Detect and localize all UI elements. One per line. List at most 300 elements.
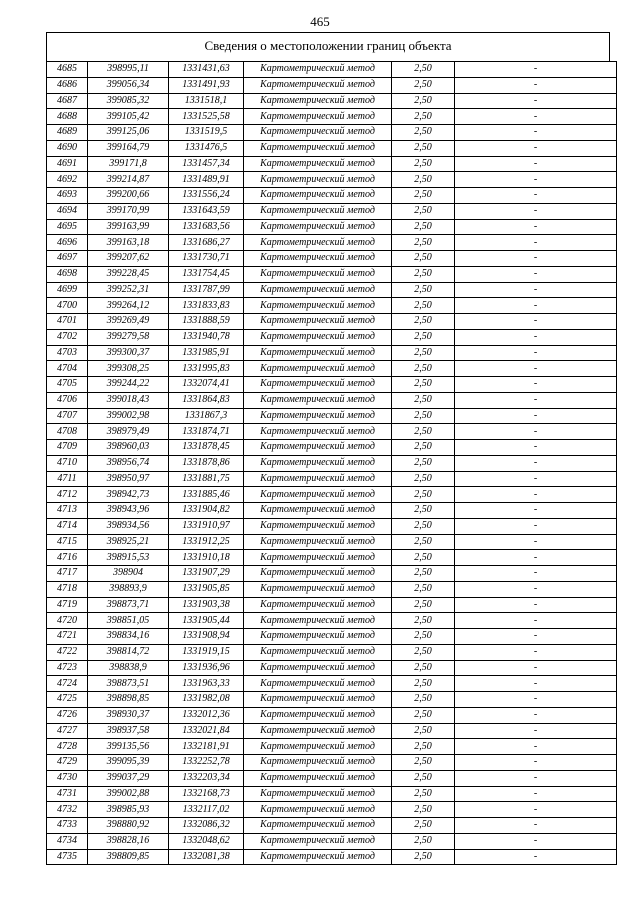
y-coordinate-cell: 1331867,3	[169, 408, 244, 424]
table-row	[47, 786, 617, 802]
accuracy-cell: 2,50	[392, 581, 455, 597]
table-row	[47, 676, 617, 692]
x-coordinate-cell: 398828,16	[88, 833, 169, 849]
point-number-cell: 4723	[47, 660, 88, 676]
y-coordinate-cell: 1332048,62	[169, 833, 244, 849]
x-coordinate-cell: 398893,9	[88, 581, 169, 597]
description-cell: -	[455, 455, 617, 471]
method-cell: Картометрический метод	[244, 770, 392, 786]
x-coordinate-cell: 398834,16	[88, 629, 169, 645]
x-coordinate-cell: 398880,92	[88, 818, 169, 834]
y-coordinate-cell: 1331908,94	[169, 629, 244, 645]
x-coordinate-cell: 399170,99	[88, 203, 169, 219]
y-coordinate-cell: 1332012,36	[169, 707, 244, 723]
description-cell: -	[455, 377, 617, 393]
method-cell: Картометрический метод	[244, 739, 392, 755]
coordinates-table-body	[47, 62, 617, 865]
description-cell: -	[455, 581, 617, 597]
method-cell: Картометрический метод	[244, 786, 392, 802]
accuracy-cell: 2,50	[392, 629, 455, 645]
accuracy-cell: 2,50	[392, 219, 455, 235]
table-row	[47, 329, 617, 345]
y-coordinate-cell: 1331903,38	[169, 597, 244, 613]
point-number-cell: 4720	[47, 613, 88, 629]
accuracy-cell: 2,50	[392, 329, 455, 345]
y-coordinate-cell: 1331519,5	[169, 125, 244, 141]
method-cell: Картометрический метод	[244, 566, 392, 582]
description-cell: -	[455, 140, 617, 156]
table-row	[47, 581, 617, 597]
y-coordinate-cell: 1331888,59	[169, 314, 244, 330]
point-number-cell: 4713	[47, 503, 88, 519]
description-cell: -	[455, 676, 617, 692]
table-row	[47, 629, 617, 645]
method-cell: Картометрический метод	[244, 329, 392, 345]
y-coordinate-cell: 1331919,15	[169, 644, 244, 660]
table-row	[47, 392, 617, 408]
y-coordinate-cell: 1331491,93	[169, 77, 244, 93]
y-coordinate-cell: 1331556,24	[169, 188, 244, 204]
description-cell: -	[455, 235, 617, 251]
x-coordinate-cell: 399264,12	[88, 298, 169, 314]
x-coordinate-cell: 399228,45	[88, 266, 169, 282]
x-coordinate-cell: 399300,37	[88, 345, 169, 361]
description-cell: -	[455, 518, 617, 534]
y-coordinate-cell: 1332086,32	[169, 818, 244, 834]
point-number-cell: 4731	[47, 786, 88, 802]
accuracy-cell: 2,50	[392, 503, 455, 519]
y-coordinate-cell: 1332181,91	[169, 739, 244, 755]
y-coordinate-cell: 1331525,58	[169, 109, 244, 125]
method-cell: Картометрический метод	[244, 219, 392, 235]
x-coordinate-cell: 399002,88	[88, 786, 169, 802]
accuracy-cell: 2,50	[392, 534, 455, 550]
description-cell: -	[455, 786, 617, 802]
point-number-cell: 4685	[47, 62, 88, 78]
method-cell: Картометрический метод	[244, 361, 392, 377]
y-coordinate-cell: 1331963,33	[169, 676, 244, 692]
table-row	[47, 550, 617, 566]
x-coordinate-cell: 398950,97	[88, 471, 169, 487]
x-coordinate-cell: 398904	[88, 566, 169, 582]
x-coordinate-cell: 398943,96	[88, 503, 169, 519]
table-row	[47, 156, 617, 172]
method-cell: Картометрический метод	[244, 298, 392, 314]
method-cell: Картометрический метод	[244, 266, 392, 282]
table-row	[47, 93, 617, 109]
x-coordinate-cell: 398942,73	[88, 487, 169, 503]
point-number-cell: 4688	[47, 109, 88, 125]
accuracy-cell: 2,50	[392, 707, 455, 723]
table-row	[47, 408, 617, 424]
y-coordinate-cell: 1331910,97	[169, 518, 244, 534]
x-coordinate-cell: 398809,85	[88, 849, 169, 865]
y-coordinate-cell: 1331885,46	[169, 487, 244, 503]
point-number-cell: 4727	[47, 723, 88, 739]
method-cell: Картометрический метод	[244, 314, 392, 330]
x-coordinate-cell: 398925,21	[88, 534, 169, 550]
description-cell: -	[455, 833, 617, 849]
description-cell: -	[455, 849, 617, 865]
point-number-cell: 4715	[47, 534, 88, 550]
y-coordinate-cell: 1331905,85	[169, 581, 244, 597]
accuracy-cell: 2,50	[392, 723, 455, 739]
point-number-cell: 4698	[47, 266, 88, 282]
method-cell: Картометрический метод	[244, 503, 392, 519]
accuracy-cell: 2,50	[392, 786, 455, 802]
description-cell: -	[455, 203, 617, 219]
point-number-cell: 4697	[47, 251, 88, 267]
method-cell: Картометрический метод	[244, 156, 392, 172]
point-number-cell: 4714	[47, 518, 88, 534]
x-coordinate-cell: 399244,22	[88, 377, 169, 393]
table-row	[47, 62, 617, 78]
method-cell: Картометрический метод	[244, 550, 392, 566]
method-cell: Картометрический метод	[244, 125, 392, 141]
accuracy-cell: 2,50	[392, 550, 455, 566]
y-coordinate-cell: 1331881,75	[169, 471, 244, 487]
x-coordinate-cell: 398937,58	[88, 723, 169, 739]
method-cell: Картометрический метод	[244, 833, 392, 849]
description-cell: -	[455, 802, 617, 818]
method-cell: Картометрический метод	[244, 581, 392, 597]
accuracy-cell: 2,50	[392, 802, 455, 818]
point-number-cell: 4725	[47, 692, 88, 708]
accuracy-cell: 2,50	[392, 849, 455, 865]
y-coordinate-cell: 1331643,59	[169, 203, 244, 219]
table-row	[47, 802, 617, 818]
method-cell: Картометрический метод	[244, 251, 392, 267]
point-number-cell: 4716	[47, 550, 88, 566]
point-number-cell: 4694	[47, 203, 88, 219]
x-coordinate-cell: 398873,71	[88, 597, 169, 613]
point-number-cell: 4704	[47, 361, 88, 377]
method-cell: Картометрический метод	[244, 424, 392, 440]
point-number-cell: 4696	[47, 235, 88, 251]
table-row	[47, 282, 617, 298]
point-number-cell: 4711	[47, 471, 88, 487]
accuracy-cell: 2,50	[392, 440, 455, 456]
x-coordinate-cell: 399279,58	[88, 329, 169, 345]
accuracy-cell: 2,50	[392, 188, 455, 204]
accuracy-cell: 2,50	[392, 298, 455, 314]
point-number-cell: 4706	[47, 392, 88, 408]
x-coordinate-cell: 399252,31	[88, 282, 169, 298]
y-coordinate-cell: 1331833,83	[169, 298, 244, 314]
table-row	[47, 203, 617, 219]
y-coordinate-cell: 1331936,96	[169, 660, 244, 676]
method-cell: Картометрический метод	[244, 77, 392, 93]
x-coordinate-cell: 399308,25	[88, 361, 169, 377]
method-cell: Картометрический метод	[244, 109, 392, 125]
table-row	[47, 707, 617, 723]
x-coordinate-cell: 399125,06	[88, 125, 169, 141]
x-coordinate-cell: 399018,43	[88, 392, 169, 408]
accuracy-cell: 2,50	[392, 833, 455, 849]
x-coordinate-cell: 399207,62	[88, 251, 169, 267]
point-number-cell: 4693	[47, 188, 88, 204]
y-coordinate-cell: 1331457,34	[169, 156, 244, 172]
point-number-cell: 4708	[47, 424, 88, 440]
accuracy-cell: 2,50	[392, 140, 455, 156]
accuracy-cell: 2,50	[392, 345, 455, 361]
table-row	[47, 770, 617, 786]
table-row	[47, 298, 617, 314]
description-cell: -	[455, 739, 617, 755]
point-number-cell: 4722	[47, 644, 88, 660]
accuracy-cell: 2,50	[392, 597, 455, 613]
accuracy-cell: 2,50	[392, 518, 455, 534]
table-row	[47, 424, 617, 440]
point-number-cell: 4699	[47, 282, 88, 298]
description-cell: -	[455, 424, 617, 440]
table-row	[47, 534, 617, 550]
y-coordinate-cell: 1332252,78	[169, 755, 244, 771]
method-cell: Картометрический метод	[244, 723, 392, 739]
description-cell: -	[455, 329, 617, 345]
y-coordinate-cell: 1331912,25	[169, 534, 244, 550]
y-coordinate-cell: 1331730,71	[169, 251, 244, 267]
table-title: Сведения о местоположении границ объекта	[204, 38, 452, 53]
accuracy-cell: 2,50	[392, 266, 455, 282]
table-row	[47, 77, 617, 93]
x-coordinate-cell: 399105,42	[88, 109, 169, 125]
x-coordinate-cell: 399163,18	[88, 235, 169, 251]
x-coordinate-cell: 398915,53	[88, 550, 169, 566]
page-number: 465	[310, 14, 330, 29]
accuracy-cell: 2,50	[392, 613, 455, 629]
method-cell: Картометрический метод	[244, 534, 392, 550]
x-coordinate-cell: 398873,51	[88, 676, 169, 692]
description-cell: -	[455, 314, 617, 330]
x-coordinate-cell: 399164,79	[88, 140, 169, 156]
y-coordinate-cell: 1332117,02	[169, 802, 244, 818]
table-row	[47, 613, 617, 629]
y-coordinate-cell: 1331489,91	[169, 172, 244, 188]
description-cell: -	[455, 723, 617, 739]
y-coordinate-cell: 1331982,08	[169, 692, 244, 708]
point-number-cell: 4709	[47, 440, 88, 456]
description-cell: -	[455, 62, 617, 78]
table-row	[47, 487, 617, 503]
accuracy-cell: 2,50	[392, 471, 455, 487]
x-coordinate-cell: 398956,74	[88, 455, 169, 471]
table-row	[47, 172, 617, 188]
y-coordinate-cell: 1331940,78	[169, 329, 244, 345]
table-row	[47, 266, 617, 282]
point-number-cell: 4690	[47, 140, 88, 156]
y-coordinate-cell: 1331995,83	[169, 361, 244, 377]
table-row	[47, 597, 617, 613]
method-cell: Картометрический метод	[244, 172, 392, 188]
table-row	[47, 660, 617, 676]
y-coordinate-cell: 1331878,45	[169, 440, 244, 456]
y-coordinate-cell: 1331754,45	[169, 266, 244, 282]
method-cell: Картометрический метод	[244, 660, 392, 676]
description-cell: -	[455, 818, 617, 834]
method-cell: Картометрический метод	[244, 62, 392, 78]
x-coordinate-cell: 399200,66	[88, 188, 169, 204]
method-cell: Картометрический метод	[244, 613, 392, 629]
method-cell: Картометрический метод	[244, 282, 392, 298]
description-cell: -	[455, 282, 617, 298]
table-row	[47, 739, 617, 755]
accuracy-cell: 2,50	[392, 235, 455, 251]
x-coordinate-cell: 398930,37	[88, 707, 169, 723]
method-cell: Картометрический метод	[244, 676, 392, 692]
point-number-cell: 4712	[47, 487, 88, 503]
point-number-cell: 4695	[47, 219, 88, 235]
table-row	[47, 644, 617, 660]
description-cell: -	[455, 707, 617, 723]
accuracy-cell: 2,50	[392, 566, 455, 582]
y-coordinate-cell: 1331686,27	[169, 235, 244, 251]
x-coordinate-cell: 399269,49	[88, 314, 169, 330]
accuracy-cell: 2,50	[392, 77, 455, 93]
point-number-cell: 4733	[47, 818, 88, 834]
point-number-cell: 4703	[47, 345, 88, 361]
table-row	[47, 471, 617, 487]
y-coordinate-cell: 1331431,63	[169, 62, 244, 78]
table-row	[47, 314, 617, 330]
accuracy-cell: 2,50	[392, 93, 455, 109]
description-cell: -	[455, 755, 617, 771]
description-cell: -	[455, 109, 617, 125]
point-number-cell: 4721	[47, 629, 88, 645]
x-coordinate-cell: 399056,34	[88, 77, 169, 93]
accuracy-cell: 2,50	[392, 203, 455, 219]
table-row	[47, 125, 617, 141]
method-cell: Картометрический метод	[244, 93, 392, 109]
description-cell: -	[455, 125, 617, 141]
description-cell: -	[455, 613, 617, 629]
method-cell: Картометрический метод	[244, 235, 392, 251]
method-cell: Картометрический метод	[244, 755, 392, 771]
x-coordinate-cell: 398934,56	[88, 518, 169, 534]
point-number-cell: 4700	[47, 298, 88, 314]
table-row	[47, 503, 617, 519]
table-row	[47, 235, 617, 251]
accuracy-cell: 2,50	[392, 314, 455, 330]
table-row	[47, 566, 617, 582]
point-number-cell: 4732	[47, 802, 88, 818]
point-number-cell: 4701	[47, 314, 88, 330]
description-cell: -	[455, 534, 617, 550]
accuracy-cell: 2,50	[392, 392, 455, 408]
table-row	[47, 251, 617, 267]
accuracy-cell: 2,50	[392, 755, 455, 771]
method-cell: Картометрический метод	[244, 707, 392, 723]
x-coordinate-cell: 399163,99	[88, 219, 169, 235]
point-number-cell: 4691	[47, 156, 88, 172]
x-coordinate-cell: 398979,49	[88, 424, 169, 440]
method-cell: Картометрический метод	[244, 518, 392, 534]
table-row	[47, 692, 617, 708]
x-coordinate-cell: 398838,9	[88, 660, 169, 676]
accuracy-cell: 2,50	[392, 125, 455, 141]
x-coordinate-cell: 399214,87	[88, 172, 169, 188]
x-coordinate-cell: 399037,29	[88, 770, 169, 786]
description-cell: -	[455, 156, 617, 172]
point-number-cell: 4735	[47, 849, 88, 865]
table-row	[47, 833, 617, 849]
method-cell: Картометрический метод	[244, 818, 392, 834]
y-coordinate-cell: 1332021,84	[169, 723, 244, 739]
accuracy-cell: 2,50	[392, 818, 455, 834]
x-coordinate-cell: 398851,05	[88, 613, 169, 629]
y-coordinate-cell: 1331874,71	[169, 424, 244, 440]
x-coordinate-cell: 398814,72	[88, 644, 169, 660]
method-cell: Картометрический метод	[244, 392, 392, 408]
accuracy-cell: 2,50	[392, 424, 455, 440]
table-row	[47, 518, 617, 534]
description-cell: -	[455, 566, 617, 582]
table-row	[47, 345, 617, 361]
accuracy-cell: 2,50	[392, 282, 455, 298]
point-number-cell: 4729	[47, 755, 88, 771]
x-coordinate-cell: 398995,11	[88, 62, 169, 78]
table-row	[47, 849, 617, 865]
method-cell: Картометрический метод	[244, 440, 392, 456]
y-coordinate-cell: 1332074,41	[169, 377, 244, 393]
description-cell: -	[455, 644, 617, 660]
description-cell: -	[455, 550, 617, 566]
point-number-cell: 4705	[47, 377, 88, 393]
accuracy-cell: 2,50	[392, 251, 455, 267]
table-row	[47, 219, 617, 235]
description-cell: -	[455, 219, 617, 235]
y-coordinate-cell: 1331787,99	[169, 282, 244, 298]
point-number-cell: 4710	[47, 455, 88, 471]
description-cell: -	[455, 629, 617, 645]
method-cell: Картометрический метод	[244, 849, 392, 865]
description-cell: -	[455, 471, 617, 487]
method-cell: Картометрический метод	[244, 377, 392, 393]
table-row	[47, 440, 617, 456]
point-number-cell: 4707	[47, 408, 88, 424]
y-coordinate-cell: 1331518,1	[169, 93, 244, 109]
table-row	[47, 455, 617, 471]
method-cell: Картометрический метод	[244, 629, 392, 645]
table-row	[47, 723, 617, 739]
table-row	[47, 361, 617, 377]
x-coordinate-cell: 399085,32	[88, 93, 169, 109]
point-number-cell: 4728	[47, 739, 88, 755]
accuracy-cell: 2,50	[392, 739, 455, 755]
y-coordinate-cell: 1331905,44	[169, 613, 244, 629]
accuracy-cell: 2,50	[392, 156, 455, 172]
description-cell: -	[455, 597, 617, 613]
point-number-cell: 4718	[47, 581, 88, 597]
y-coordinate-cell: 1331864,83	[169, 392, 244, 408]
x-coordinate-cell: 398960,03	[88, 440, 169, 456]
method-cell: Картометрический метод	[244, 455, 392, 471]
table-row	[47, 140, 617, 156]
accuracy-cell: 2,50	[392, 660, 455, 676]
method-cell: Картометрический метод	[244, 140, 392, 156]
method-cell: Картометрический метод	[244, 188, 392, 204]
point-number-cell: 4689	[47, 125, 88, 141]
accuracy-cell: 2,50	[392, 455, 455, 471]
description-cell: -	[455, 298, 617, 314]
point-number-cell: 4734	[47, 833, 88, 849]
accuracy-cell: 2,50	[392, 408, 455, 424]
y-coordinate-cell: 1331476,5	[169, 140, 244, 156]
method-cell: Картометрический метод	[244, 597, 392, 613]
point-number-cell: 4692	[47, 172, 88, 188]
y-coordinate-cell: 1331683,56	[169, 219, 244, 235]
point-number-cell: 4719	[47, 597, 88, 613]
